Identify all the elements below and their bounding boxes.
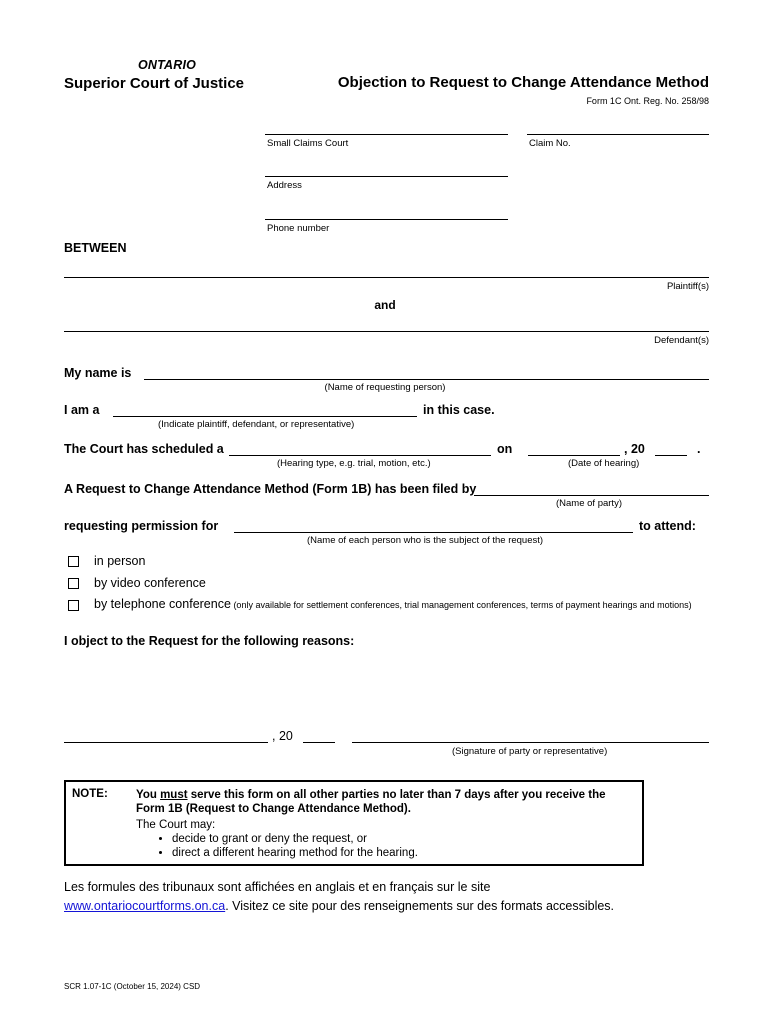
attendance-option-in-person[interactable] bbox=[64, 554, 709, 574]
court-may-label: The Court may: bbox=[136, 819, 216, 831]
party-role-field[interactable] bbox=[113, 416, 417, 417]
requesting-permission-label: requesting permission for bbox=[64, 519, 219, 533]
address-field[interactable] bbox=[265, 176, 508, 177]
attendance-option-telephone-label: by telephone conference bbox=[94, 597, 231, 611]
court-may-list bbox=[136, 833, 636, 859]
french-notice bbox=[64, 878, 714, 916]
defendant-field[interactable] bbox=[64, 331, 709, 332]
court-name: Superior Court of Justice bbox=[64, 75, 245, 92]
party-name-caption: (Name of party) bbox=[556, 498, 622, 509]
court-may-bullet: • decide to grant or deny the request, or bbox=[172, 833, 636, 845]
between-label: BETWEEN bbox=[64, 241, 127, 255]
claim-no-field[interactable] bbox=[527, 134, 709, 135]
subject-persons-field[interactable] bbox=[234, 532, 633, 533]
checkbox-video-conference[interactable] bbox=[68, 578, 79, 589]
hearing-type-caption: (Hearing type, e.g. trial, motion, etc.) bbox=[277, 458, 431, 469]
claim-no-label: Claim No. bbox=[529, 138, 571, 149]
court-may-bullet: • direct a different hearing method for the hearing. bbox=[172, 847, 636, 859]
hearing-year-field[interactable] bbox=[655, 455, 687, 456]
phone-number-label: Phone number bbox=[267, 223, 330, 234]
court-info-block bbox=[0, 126, 770, 238]
form-header bbox=[64, 58, 709, 106]
attendance-option-video-label: by video conference bbox=[94, 576, 206, 590]
court-scheduled-label: The Court has scheduled a bbox=[64, 442, 224, 456]
and-connector: and bbox=[374, 298, 396, 312]
checkbox-in-person[interactable] bbox=[68, 556, 79, 567]
checkbox-telephone-conference[interactable] bbox=[68, 600, 79, 611]
form-code: SCR 1.07-1C (October 15, 2024) CSD bbox=[64, 982, 201, 991]
requesting-person-name-field[interactable] bbox=[144, 379, 709, 380]
attendance-option-telephone-note: (only available for settlement conferences, trial management conferences, terms of payment hearings and motions) bbox=[233, 600, 692, 610]
small-claims-court-field[interactable] bbox=[265, 134, 508, 135]
name-caption: (Name of requesting person) bbox=[324, 382, 446, 393]
page-title: Objection to Request to Change Attendance Method bbox=[337, 74, 709, 91]
defendant-label: Defendant(s) bbox=[654, 335, 709, 346]
note-label: NOTE: bbox=[72, 788, 108, 800]
note-main-text bbox=[136, 788, 636, 816]
hearing-period: . bbox=[697, 442, 701, 456]
hearing-type-field[interactable] bbox=[229, 455, 491, 456]
objection-heading: I object to the Request for the following reasons: bbox=[64, 634, 355, 648]
signature-year-field[interactable] bbox=[303, 742, 335, 743]
on-label: on bbox=[497, 442, 513, 456]
note-box bbox=[64, 780, 644, 866]
form-reference: Form 1C Ont. Reg. No. 258/98 bbox=[586, 96, 709, 106]
filing-party-name-field[interactable] bbox=[474, 495, 709, 496]
i-am-a-label: I am a bbox=[64, 403, 100, 417]
small-claims-court-label: Small Claims Court bbox=[267, 138, 349, 149]
request-filed-by-label: A Request to Change Attendance Method (Form 1B) has been filed by bbox=[64, 482, 477, 496]
role-caption: (Indicate plaintiff, defendant, or representative) bbox=[158, 419, 355, 430]
french-notice-line2: . Visitez ce site pour des renseignements sur des formats accessibles. bbox=[225, 899, 615, 913]
phone-number-field[interactable] bbox=[265, 219, 508, 220]
hearing-date-field[interactable] bbox=[528, 455, 620, 456]
signature-date-field[interactable] bbox=[64, 742, 268, 743]
ontario-court-forms-link[interactable]: www.ontariocourtforms.on.ca bbox=[64, 899, 226, 913]
date-of-hearing-caption: (Date of hearing) bbox=[568, 458, 640, 469]
note-bold-rest: serve this form on all other parties no later than 7 days after you receive the Form 1B (Request to Change Attendance Method). bbox=[136, 789, 606, 815]
hearing-year-prefix: , 20 bbox=[624, 442, 645, 456]
jurisdiction-label: ONTARIO bbox=[138, 58, 197, 72]
subject-persons-caption: (Name of each person who is the subject of the request) bbox=[307, 535, 544, 546]
my-name-is-label: My name is bbox=[64, 366, 132, 380]
french-notice-line1: Les formules des tribunaux sont affichées en anglais et en français sur le site bbox=[64, 880, 491, 894]
note-must-emphasis: must bbox=[160, 789, 188, 801]
plaintiff-field[interactable] bbox=[64, 277, 709, 278]
plaintiff-label: Plaintiff(s) bbox=[666, 281, 709, 292]
note-bold-prefix: You bbox=[136, 789, 161, 801]
address-label: Address bbox=[267, 180, 302, 191]
attendance-option-telephone[interactable] bbox=[64, 598, 709, 630]
objection-reasons-area[interactable] bbox=[64, 654, 709, 714]
signature-year-prefix: , 20 bbox=[272, 729, 293, 743]
signature-caption: (Signature of party or representative) bbox=[452, 746, 608, 757]
to-attend-label: to attend: bbox=[639, 519, 696, 533]
in-this-case-label: in this case. bbox=[423, 403, 495, 417]
attendance-option-in-person-label: in person bbox=[94, 554, 146, 568]
signature-field[interactable] bbox=[352, 742, 709, 743]
attendance-option-video[interactable] bbox=[64, 576, 709, 596]
